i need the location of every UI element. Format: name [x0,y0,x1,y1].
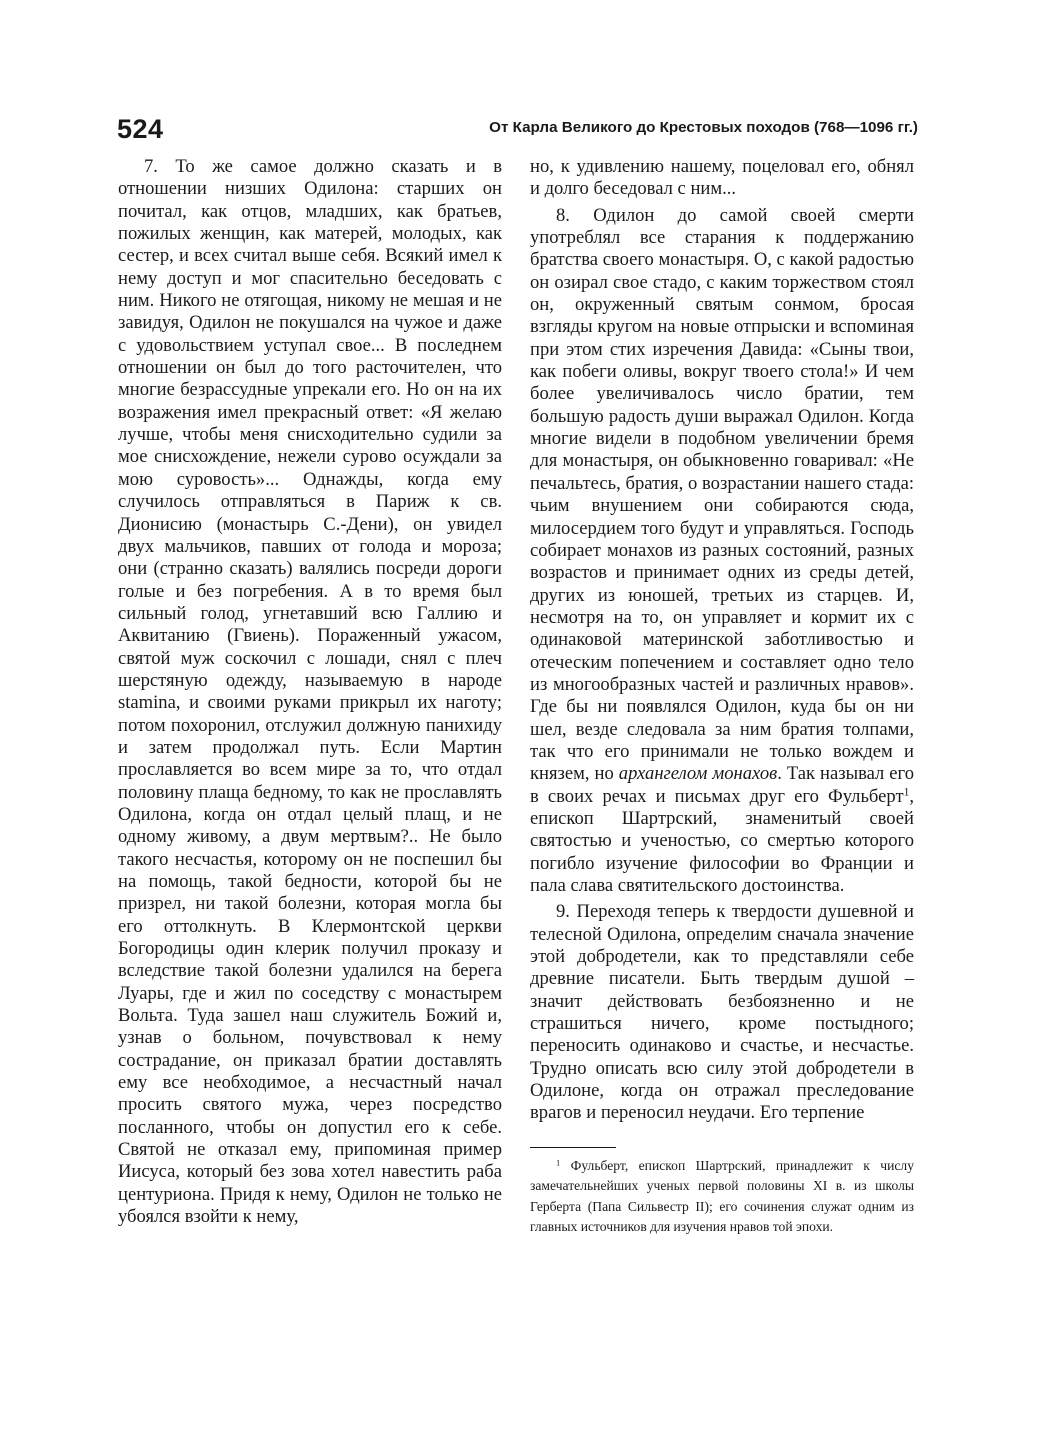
page-number: 524 [117,114,164,144]
paragraph-7-continued: но, к удивлению нашему, поцеловал его, обнял и долго беседовал с ним... [530,156,914,200]
footnote-text: Фульберт, епископ Шартрский, принадлежит к числу замечательнейших ученых первой половины XI в. из школы Герберта (Папа Сильвестр II); его сочинения служат одним из главных источников для изучения нравов той эпохи. [530,1157,914,1235]
paragraph-8 [530,205,914,898]
footnote-divider [530,1147,616,1148]
running-header [117,112,918,148]
footnote-reference[interactable]: 1 [903,786,910,799]
footnote [530,1156,914,1238]
emphasis-archangel: архангелом монахов [618,763,778,785]
paragraph-8-text-c: , епископ Шартрский, знаменитый своей святостью и ученостью, со смертью которого погибло изучение философии во Франции и пала слава святительского достоинства. [530,785,914,896]
paragraph-7: 7. То же самое должно сказать и в отношении низших Одилона: старших он почитал, как отцов, младших, как братьев, пожилых женщин, как матерей, молодых, как сестер, и всех считал выше себя. Всякий имел к нему доступ и мог спасительно беседовать с ним. Никого не отягощая, никому не мешая и не завидуя, Одилон не покушался на чужое и даже с удовольствием уступал свое... В последнем отношении он был до того расточителен, что многие безрассудные упрекали его. Но он на их возражения имел прекрасный ответ: «Я желаю лучше, чтобы меня снисходительно судили за мое снисхождение, нежели сурово осуждали за мою суровость»... Однажды, когда ему случилось отправляться в Париж к св. Дионисию (монастырь С.-Дени), он увидел двух мальчиков, павших от голода и мороза; они (странно сказать) валялись посреди дороги голые и без погребения. А в то время был сильный голод, угнетавший всю Галлию и Аквитанию (Гвиень). Пораженный ужасом, святой муж соскочил с лошади, снял с плеч шерстяную одежду, называемую в народе stamina, и своими руками прикрыл их наготу; потом похоронил, отслужил должную панихиду и затем продолжал путь. Если Мартин прославляется во всем мире за то, что отдал половину плаща бедному, то как не прославлять Одилона, когда он отдал целый плащ, и не одному живому, а двум мертвым?.. Не было такого несчастья, которому он не поспешил бы на помощь, такой бедности, которой бы не призрел, ни такой болезни, которая могла бы его оттолкнуть. В Клермонтской церкви Богородицы один клерик получил проказу и вследствие такой болезни удалился на берега Луары, где и жил по соседству с монастырем Вольта. Туда зашел наш служитель Божий и, узнав о больном, почувствовал к нему сострадание, он приказал братии доставлять ему все необходимое, а несчастный начал просить святого мужа, через посредство посланного, чтобы он допустил его к себе. Святой не отказал ему, припоминая пример Иисуса, который без зова хотел навестить раба центуриона. Придя к нему, Одилон не только не убоялся взойти к нему, [118,156,502,1228]
right-column [530,156,914,1238]
left-column [118,156,502,1229]
paragraph-8-text-b: . Так называл его в своих речах и письмах друг его Фульберт [530,763,914,807]
running-title: От Карла Великого до Крестовых походов (768—1096 гг.) [489,119,918,136]
paragraph-9: 9. Переходя теперь к твердости душевной и телесной Одилона, определим сначала значение этой добродетели, как то представляли себе древние писатели. Быть твердым душой – значит действовать безбоязненно и не страшиться ничего, кроме постыдного; переносить одинаково и счастье, и несчастье. Трудно описать всю силу этой добродетели в Одилоне, когда он отражал преследование врагов и переносил неудачи. Его терпение [530,901,914,1124]
paragraph-8-text-a: 8. Одилон до самой своей смерти употреблял все старания к поддержанию братства своего монастыря. О, с какой радостью он озирал свое стадо, с каким торжеством стоял он, окруженный святым сонмом, бросая взгляды кругом на новые отпрыски и вспоминая при этом стих изречения Давида: «Сыны твои, как побеги оливы, вокруг твоего стола!» И чем более увеличивалось число братии, тем большую радость души выражал Одилон. Когда многие видели в подобном увеличении бремя для монастыря, он обыкновенно говаривал: «Не печальтесь, братия, о возрастании нашего стада: чьим внушением они собираются сюда, милосердием того будут и управляться. Господь собирает монахов из разных состояний, разных возрастов и принимает одних из среды детей, других из юношей, третьих из старцев. И, несмотря на то, он управляет и кормит их с одинаковой материнской заботливостью и отеческим попечением и составляет одно тело из многообразных частей и различных нравов». Где бы ни появлялся Одилон, куда бы он ни шел, везде следовала за ним братия толпами, так что его принимали не только вождем и князем, но [530,204,914,785]
footnote-mark: 1 [556,1157,561,1168]
